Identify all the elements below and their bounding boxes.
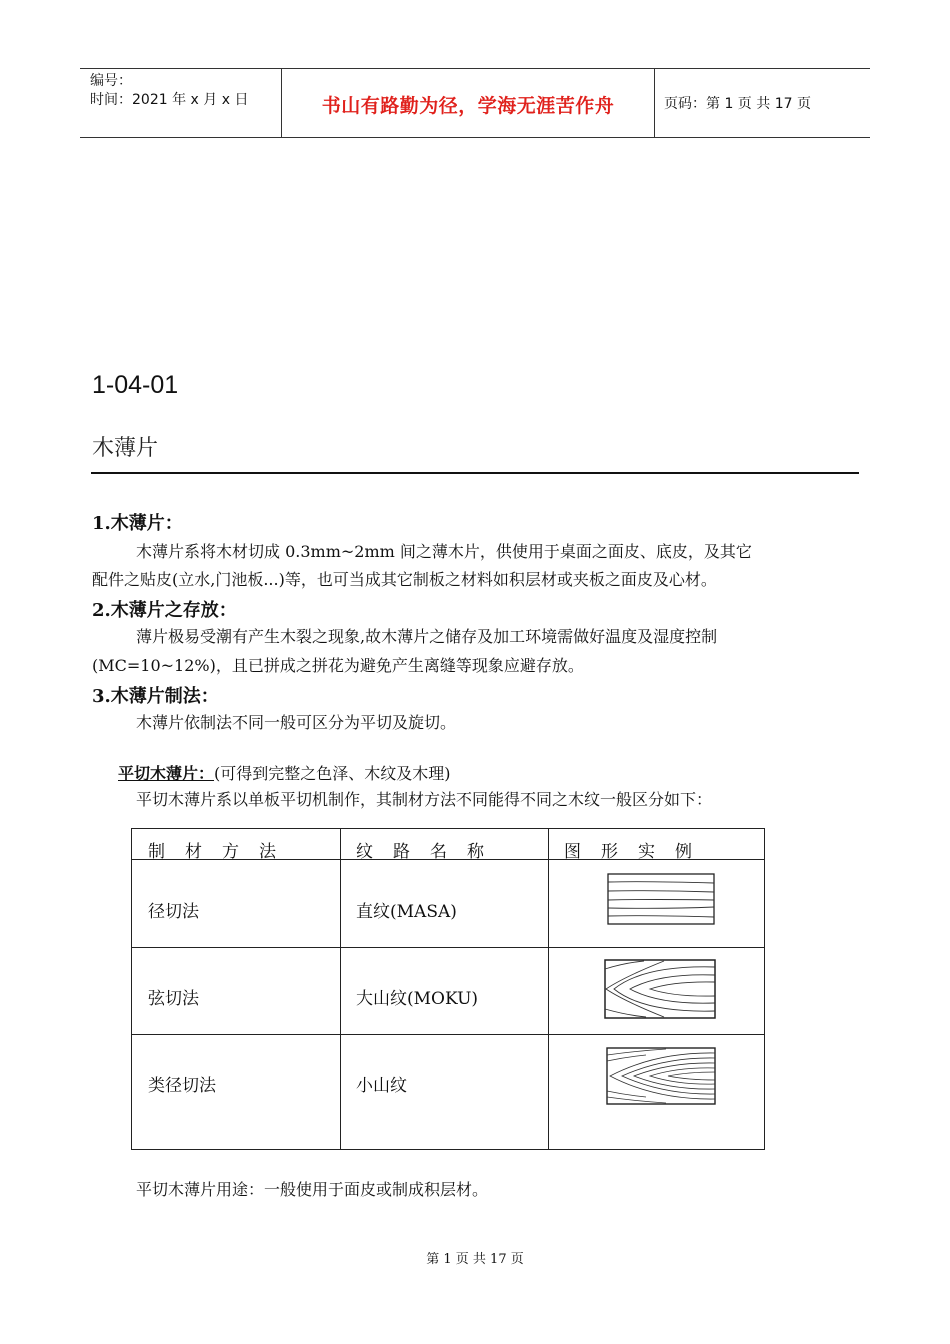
small-mountain-grain-icon xyxy=(606,1047,716,1105)
sub-heading-label: 平切木薄片： xyxy=(118,764,215,783)
paragraph-1-line-2: 配件之贴皮(立水,门池板...)等，也可当成其它制板之材料如积层材或夹板之面皮及心材。 xyxy=(92,570,717,589)
page-footer: 第 1 页 共 17 页 xyxy=(426,1252,524,1267)
straight-grain-icon xyxy=(607,873,715,925)
table-cell-method: 径切法 xyxy=(148,902,199,922)
paragraph-4: 平切木薄片系以单板平切机制作，其制材方法不同能得不同之木纹一般区分如下： xyxy=(136,790,713,809)
header-page-info: 页码：第 1 页 共 17 页 xyxy=(664,96,811,112)
table-row-divider xyxy=(132,1034,764,1035)
header-meta xyxy=(90,72,248,110)
paragraph-5: 平切木薄片用途：一般使用于面皮或制成积层材。 xyxy=(136,1180,489,1199)
table-row-divider xyxy=(132,947,764,948)
heading-3: 3.木薄片制法： xyxy=(92,686,219,707)
page-header xyxy=(80,68,870,138)
table-header-example: 图形实例 xyxy=(564,842,712,862)
title-rule xyxy=(91,472,859,474)
table-cell-grain: 小山纹 xyxy=(356,1076,407,1096)
sub-heading xyxy=(118,761,451,784)
table-cell-grain: 直纹(MASA) xyxy=(356,902,457,922)
table-cell-method: 弦切法 xyxy=(148,989,199,1009)
paragraph-2-line-2: (MC=10~12%)，且已拼成之拼花为避免产生离缝等现象应避存放。 xyxy=(92,656,584,675)
paragraph-2-line-1: 薄片极易受潮有产生木裂之现象,故木薄片之储存及加工环境需做好温度及湿度控制 xyxy=(136,627,718,646)
table-col-divider xyxy=(548,829,549,1149)
table-cell-grain: 大山纹(MOKU) xyxy=(356,989,479,1009)
heading-1: 1.木薄片： xyxy=(92,513,183,534)
header-divider xyxy=(654,69,655,137)
header-time: 时间：2021 年 x 月 x 日 xyxy=(90,92,249,108)
sub-heading-note: (可得到完整之色泽、木纹及木理) xyxy=(214,764,451,783)
paragraph-1-line-1: 木薄片系将木材切成 0.3mm~2mm 间之薄木片，供使用于桌面之面皮、底皮，及其它 xyxy=(136,542,752,561)
table-header-method: 制材方法 xyxy=(148,842,296,862)
paragraph-3: 木薄片依制法不同一般可区分为平切及旋切。 xyxy=(136,713,457,732)
header-motto: 书山有路勤为径，学海无涯苦作舟 xyxy=(321,95,615,117)
heading-2: 2.木薄片之存放： xyxy=(92,600,237,621)
section-id: 1-04-01 xyxy=(92,371,179,399)
table-cell-method: 类径切法 xyxy=(148,1076,216,1096)
table-header-grain: 纹路名称 xyxy=(356,842,504,862)
table-col-divider xyxy=(340,829,341,1149)
header-number: 编号： xyxy=(90,73,132,89)
cathedral-grain-icon xyxy=(604,959,716,1019)
cutting-method-table xyxy=(131,828,765,1150)
section-title: 木薄片 xyxy=(92,436,159,461)
